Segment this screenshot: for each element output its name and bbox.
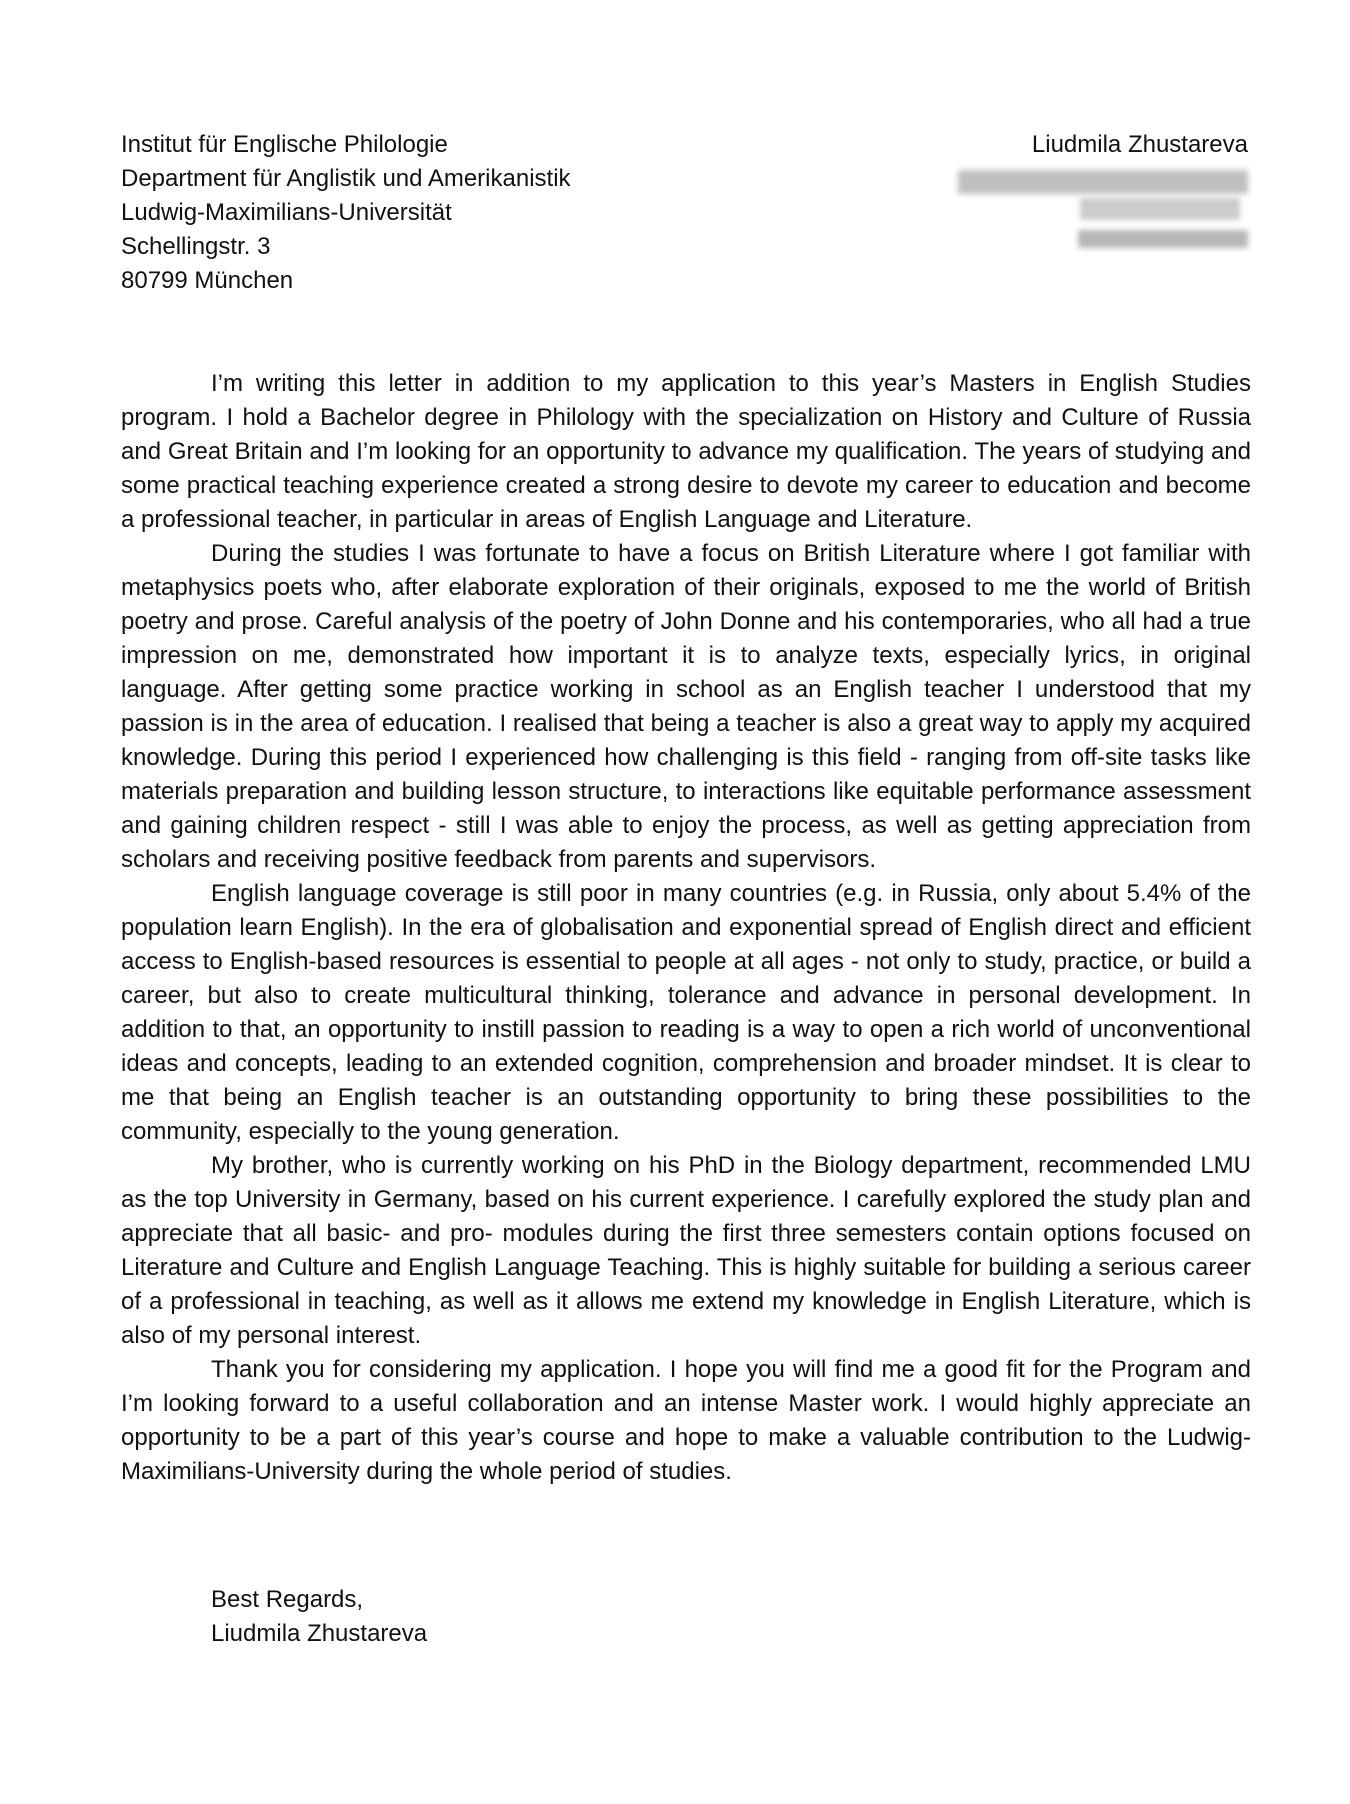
redacted-contact-line-1 [958, 170, 1248, 194]
redacted-contact-line-3 [1078, 230, 1248, 248]
letter-closing [211, 1583, 427, 1651]
sender-block [1032, 128, 1248, 162]
body-paragraph: I’m writing this letter in addition to my application to this year’s Masters in English Studies program. I hold a Bachelor degree in Philology with the specialization on History and Culture of Russia and Great Britain and I’m looking for an opportunity to advance my qualification. The years of studying and some practical teaching experience created a strong desire to devote my career to education and become a professional teacher, in particular in areas of English Language and Literature. [121, 370, 1251, 533]
recipient-department: Department für Anglistik und Amerikanistik [121, 165, 571, 192]
recipient-institute: Institut für Englische Philologie [121, 131, 448, 158]
recipient-street: Schellingstr. 3 [121, 233, 271, 260]
sender-name: Liudmila Zhustareva [1031, 131, 1248, 158]
body-paragraph: English language coverage is still poor in many countries (e.g. in Russia, only about 5.4% of the population learn English). In the era of globalisation and exponential spread of English direct and efficient access to English-based resources is essential to people at all ages - not only to study, practice, or build a career, but also to create multicultural thinking, tolerance and advance in personal development. In addition to that, an opportunity to instill passion to reading is a way to open a rich world of unconventional ideas and concepts, leading to an extended cognition, comprehension and broader mindset. It is clear to me that being an English teacher is an outstanding opportunity to bring these possibilities to the community, especially to the young generation. [121, 880, 1251, 1145]
body-paragraph: Thank you for considering my application. I hope you will find me a good fit for the Program and I’m looking forward to a useful collaboration and an intense Master work. I would highly appreciate an opportunity to be a part of this year’s course and hope to make a valuable contribution to the Ludwig-Maximilians-University during the whole period of studies. [121, 1356, 1251, 1485]
recipient-address [121, 128, 571, 298]
recipient-university: Ludwig-Maximilians-Universität [121, 199, 452, 226]
letter-body [121, 367, 1251, 1489]
redacted-contact-line-2 [1080, 198, 1240, 220]
body-paragraph: My brother, who is currently working on his PhD in the Biology department, recommended LMU as the top University in Germany, based on his current experience. I carefully explored the study plan and appreciate that all basic- and pro- modules during the first three semesters contain options focused on Literature and Culture and English Language Teaching. This is highly suitable for building a serious career of a professional in teaching, as well as it allows me extend my knowledge in English Literature, which is also of my personal interest. [121, 1152, 1251, 1349]
recipient-city: 80799 München [121, 267, 294, 294]
signature-name: Liudmila Zhustareva [211, 1620, 428, 1647]
closing-salutation: Best Regards, [211, 1586, 364, 1613]
body-paragraph: During the studies I was fortunate to have a focus on British Literature where I got familiar with metaphysics poets who, after elaborate exploration of their originals, exposed to me the world of British poetry and prose. Careful analysis of the poetry of John Donne and his contemporaries, who all had a true impression on me, demonstrated how important it is to analyze texts, especially lyrics, in original language. After getting some practice working in school as an English teacher I understood that my passion is in the area of education. I realised that being a teacher is also a great way to apply my acquired knowledge. During this period I experienced how challenging is this field - ranging from off-site tasks like materials preparation and building lesson structure, to interactions like equitable performance assessment and gaining children respect - still I was able to enjoy the process, as well as getting appreciation from scholars and receiving positive feedback from parents and supervisors. [121, 540, 1251, 873]
